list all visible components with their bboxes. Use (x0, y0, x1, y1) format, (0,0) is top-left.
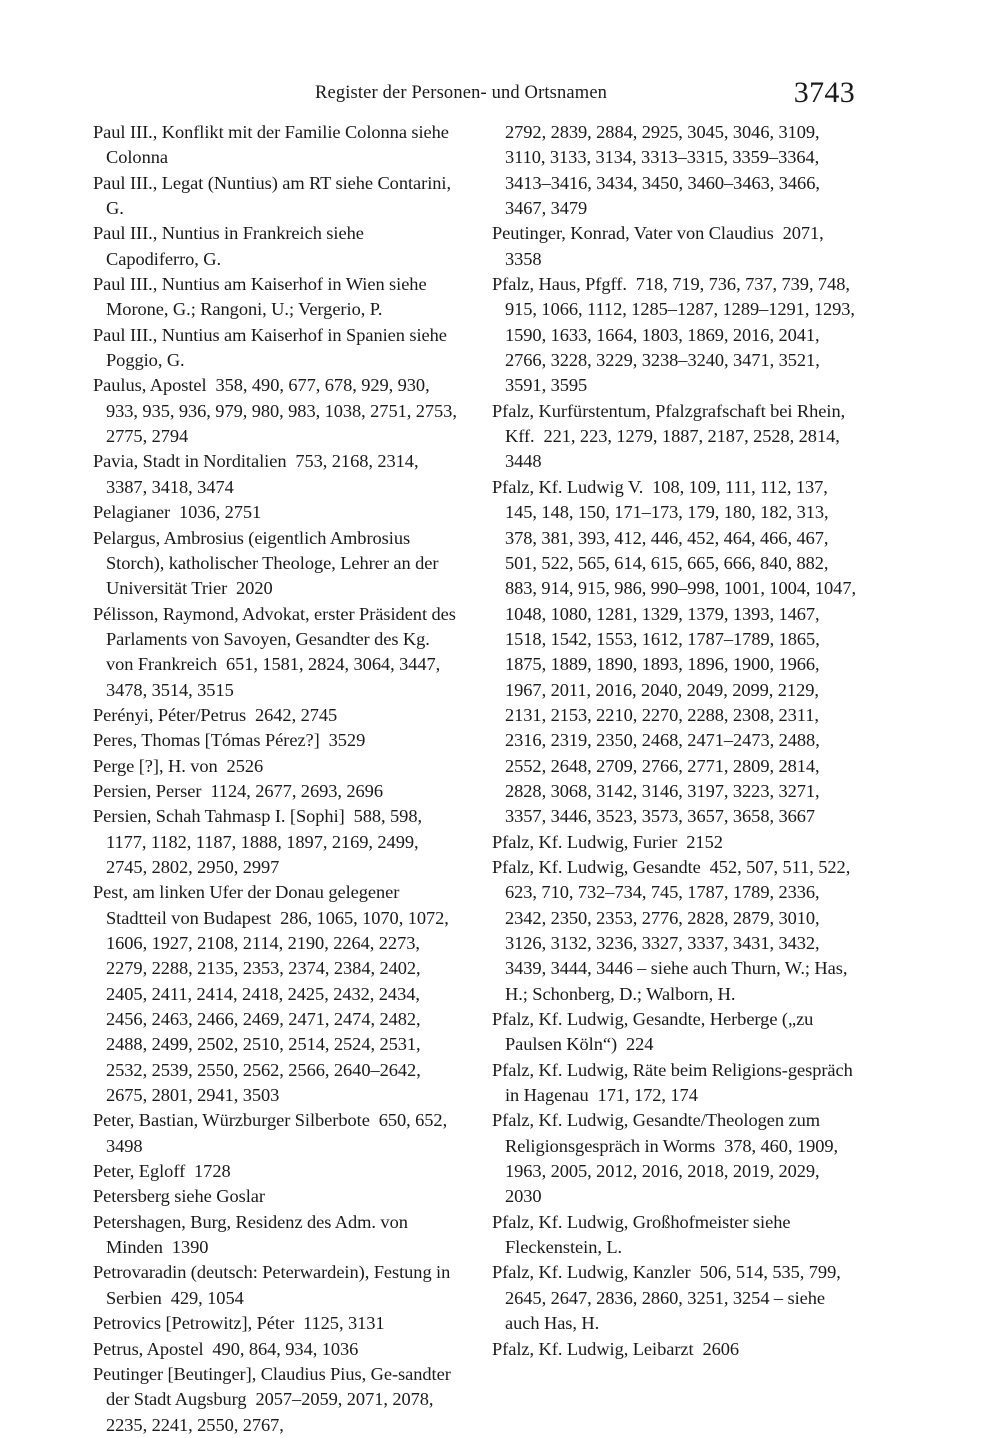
index-entry: Persien, Perser 1124, 2677, 2693, 2696 (93, 780, 383, 801)
page-number: 3743 (793, 76, 855, 109)
index-entry: Petrus, Apostel 490, 864, 934, 1036 (93, 1338, 359, 1359)
index-entry: Pfalz, Kf. Ludwig, Furier 2152 (492, 831, 723, 852)
index-entry: Pfalz, Haus, Pfgff. 718, 719, 736, 737, 739, 748, 915, 1066, 1112, 1285–1287, 1289–1291, 1293, 1590, 1633, 1664, 1803, 1869, 2016, 2041, 2766, 3228, 3229, 3238–3240, 3471, 3521, 3591, 3595 (492, 274, 860, 396)
running-head-title: Register der Personen- und Ortsnamen (315, 83, 608, 103)
index-column-right (492, 120, 861, 1359)
index-entry: Paul III., Nuntius am Kaiserhof in Spanien siehe Poggio, G. (93, 324, 452, 371)
index-entry: Pfalz, Kf. Ludwig V. 108, 109, 111, 112, 137, 145, 148, 150, 171–173, 179, 180, 182, 313, 378, 381, 393, 412, 446, 452, 464, 466, 467, 501, 522, 565, 614, 615, 665, 666, 840, 882, 883, 914, 915, 986, 990–998, 1001, 1004, 1047, 1048, 1080, 1281, 1329, 1379, 1393, 1467, 1518, 1542, 1553, 1612, 1787–1789, 1865, 1875, 1889, 1890, 1893, 1896, 1900, 1966, 1967, 2011, 2016, 2040, 2049, 2099, 2129, 2131, 2153, 2210, 2270, 2288, 2308, 2311, 2316, 2319, 2350, 2468, 2471–2473, 2488, 2552, 2648, 2709, 2766, 2771, 2809, 2814, 2828, 3068, 3142, 3146, 3197, 3223, 3271, 3357, 3446, 3523, 3573, 3657, 3658, 3667 (492, 476, 861, 827)
index-entry: Pfalz, Kf. Ludwig, Räte beim Religions-gespräch in Hagenau 171, 172, 174 (492, 1059, 858, 1106)
index-entry: Paul III., Legat (Nuntius) am RT siehe Contarini, G. (93, 172, 456, 219)
index-entry: 2792, 2839, 2884, 2925, 3045, 3046, 3109, 3110, 3133, 3134, 3313–3315, 3359–3364, 3413–3416, 3434, 3450, 3460–3463, 3466, 3467, 3479 (505, 122, 825, 219)
index-entry: Perényi, Péter/Petrus 2642, 2745 (93, 704, 338, 725)
index-entry: Petrovics [Petrowitz], Péter 1125, 3131 (93, 1313, 385, 1334)
index-column-left (93, 120, 462, 1435)
index-entry: Peter, Bastian, Würzburger Silberbote 650, 652, 3498 (93, 1110, 452, 1156)
index-entry: Pfalz, Kf. Ludwig, Leibarzt 2606 (492, 1338, 740, 1359)
index-entry: Pest, am linken Ufer der Donau gelegener Stadtteil von Budapest 286, 1065, 1070, 1072, 1606, 1927, 2108, 2114, 2190, 2264, 2273, 2279, 2288, 2135, 2353, 2374, 2384, 2402, 2405, 2411, 2414, 2418, 2425, 2432, 2434, 2456, 2463, 2466, 2469, 2471, 2474, 2482, 2488, 2499, 2502, 2510, 2514, 2524, 2531, 2532, 2539, 2550, 2562, 2566, 2640–2642, 2675, 2801, 2941, 3503 (93, 882, 454, 1106)
index-entry: Peter, Egloff 1728 (93, 1161, 231, 1182)
index-entry: Petershagen, Burg, Residenz des Adm. von Minden 1390 (93, 1211, 413, 1258)
index-entry: Paul III., Nuntius in Frankreich siehe Capodiferro, G. (93, 223, 369, 269)
index-entry: Persien, Schah Tahmasp I. [Sophi] 588, 598, 1177, 1182, 1187, 1888, 1897, 2169, 2499, 2745, 2802, 2950, 2997 (93, 806, 427, 877)
index-entry: Pfalz, Kf. Ludwig, Gesandte/Theologen zum Religionsgespräch in Worms 378, 460, 1909, 1963, 2005, 2012, 2016, 2018, 2019, 2029, 2030 (492, 1110, 843, 1207)
index-entry: Perge [?], H. von 2526 (93, 755, 264, 776)
index-entry: Pelagianer 1036, 2751 (93, 502, 262, 523)
index-entry: Paul III., Nuntius am Kaiserhof in Wien siehe Morone, G.; Rangoni, U.; Vergerio, P. (93, 274, 432, 320)
index-entry: Paulus, Apostel 358, 490, 677, 678, 929, 930, 933, 935, 936, 979, 980, 983, 1038, 2751, 2753, 2775, 2794 (93, 375, 462, 447)
running-head (93, 74, 855, 108)
index-entry: Petersberg siehe Goslar (93, 1186, 265, 1207)
index-entry: Pélisson, Raymond, Advokat, erster Präsident des Parlaments von Savoyen, Gesandter des Kg. von Frankreich 651, 1581, 2824, 3064, 3447, 3478, 3514, 3515 (93, 603, 461, 700)
index-entry: Pavia, Stadt in Norditalien 753, 2168, 2314, 3387, 3418, 3474 (93, 451, 423, 497)
index-entry: Pfalz, Kf. Ludwig, Kanzler 506, 514, 535, 799, 2645, 2647, 2836, 2860, 3251, 3254 – siehe auch Has, H. (492, 1262, 846, 1334)
index-entry: Peres, Thomas [Tómas Pérez?] 3529 (93, 730, 366, 751)
index-entry: Pelargus, Ambrosius (eigentlich Ambrosius Storch), katholischer Theologe, Lehrer an der Universität Trier 2020 (93, 527, 443, 599)
index-entry: Paul III., Konflikt mit der Familie Colonna siehe Colonna (93, 122, 454, 168)
index-body (93, 120, 861, 1435)
index-entry: Pfalz, Kf. Ludwig, Gesandte 452, 507, 511, 522, 623, 710, 732–734, 745, 1787, 1789, 2336, 2342, 2350, 2353, 2776, 2828, 2879, 3010, 3126, 3132, 3236, 3327, 3337, 3431, 3432, 3439, 3444, 3446 – siehe auch Thurn, W.; Has, H.; Schonberg, D.; Walborn, H. (492, 856, 855, 1004)
index-entry: Pfalz, Kurfürstentum, Pfalzgrafschaft bei Rhein, Kff. 221, 223, 1279, 1887, 2187, 2528, 2814, 3448 (492, 400, 850, 472)
index-entry: Pfalz, Kf. Ludwig, Gesandte, Herberge („zu Paulsen Köln“) 224 (492, 1009, 818, 1055)
index-entry: Peutinger [Beutinger], Claudius Pius, Ge-sandter der Stadt Augsburg 2057–2059, 2071, 2078, 2235, 2241, 2550, 2767, (93, 1363, 456, 1435)
index-entry: Peutinger, Konrad, Vater von Claudius 2071, 3358 (492, 223, 829, 269)
index-entry: Petrovaradin (deutsch: Peterwardein), Festung in Serbien 429, 1054 (93, 1262, 455, 1308)
index-entry: Pfalz, Kf. Ludwig, Großhofmeister siehe Fleckenstein, L. (492, 1211, 795, 1258)
